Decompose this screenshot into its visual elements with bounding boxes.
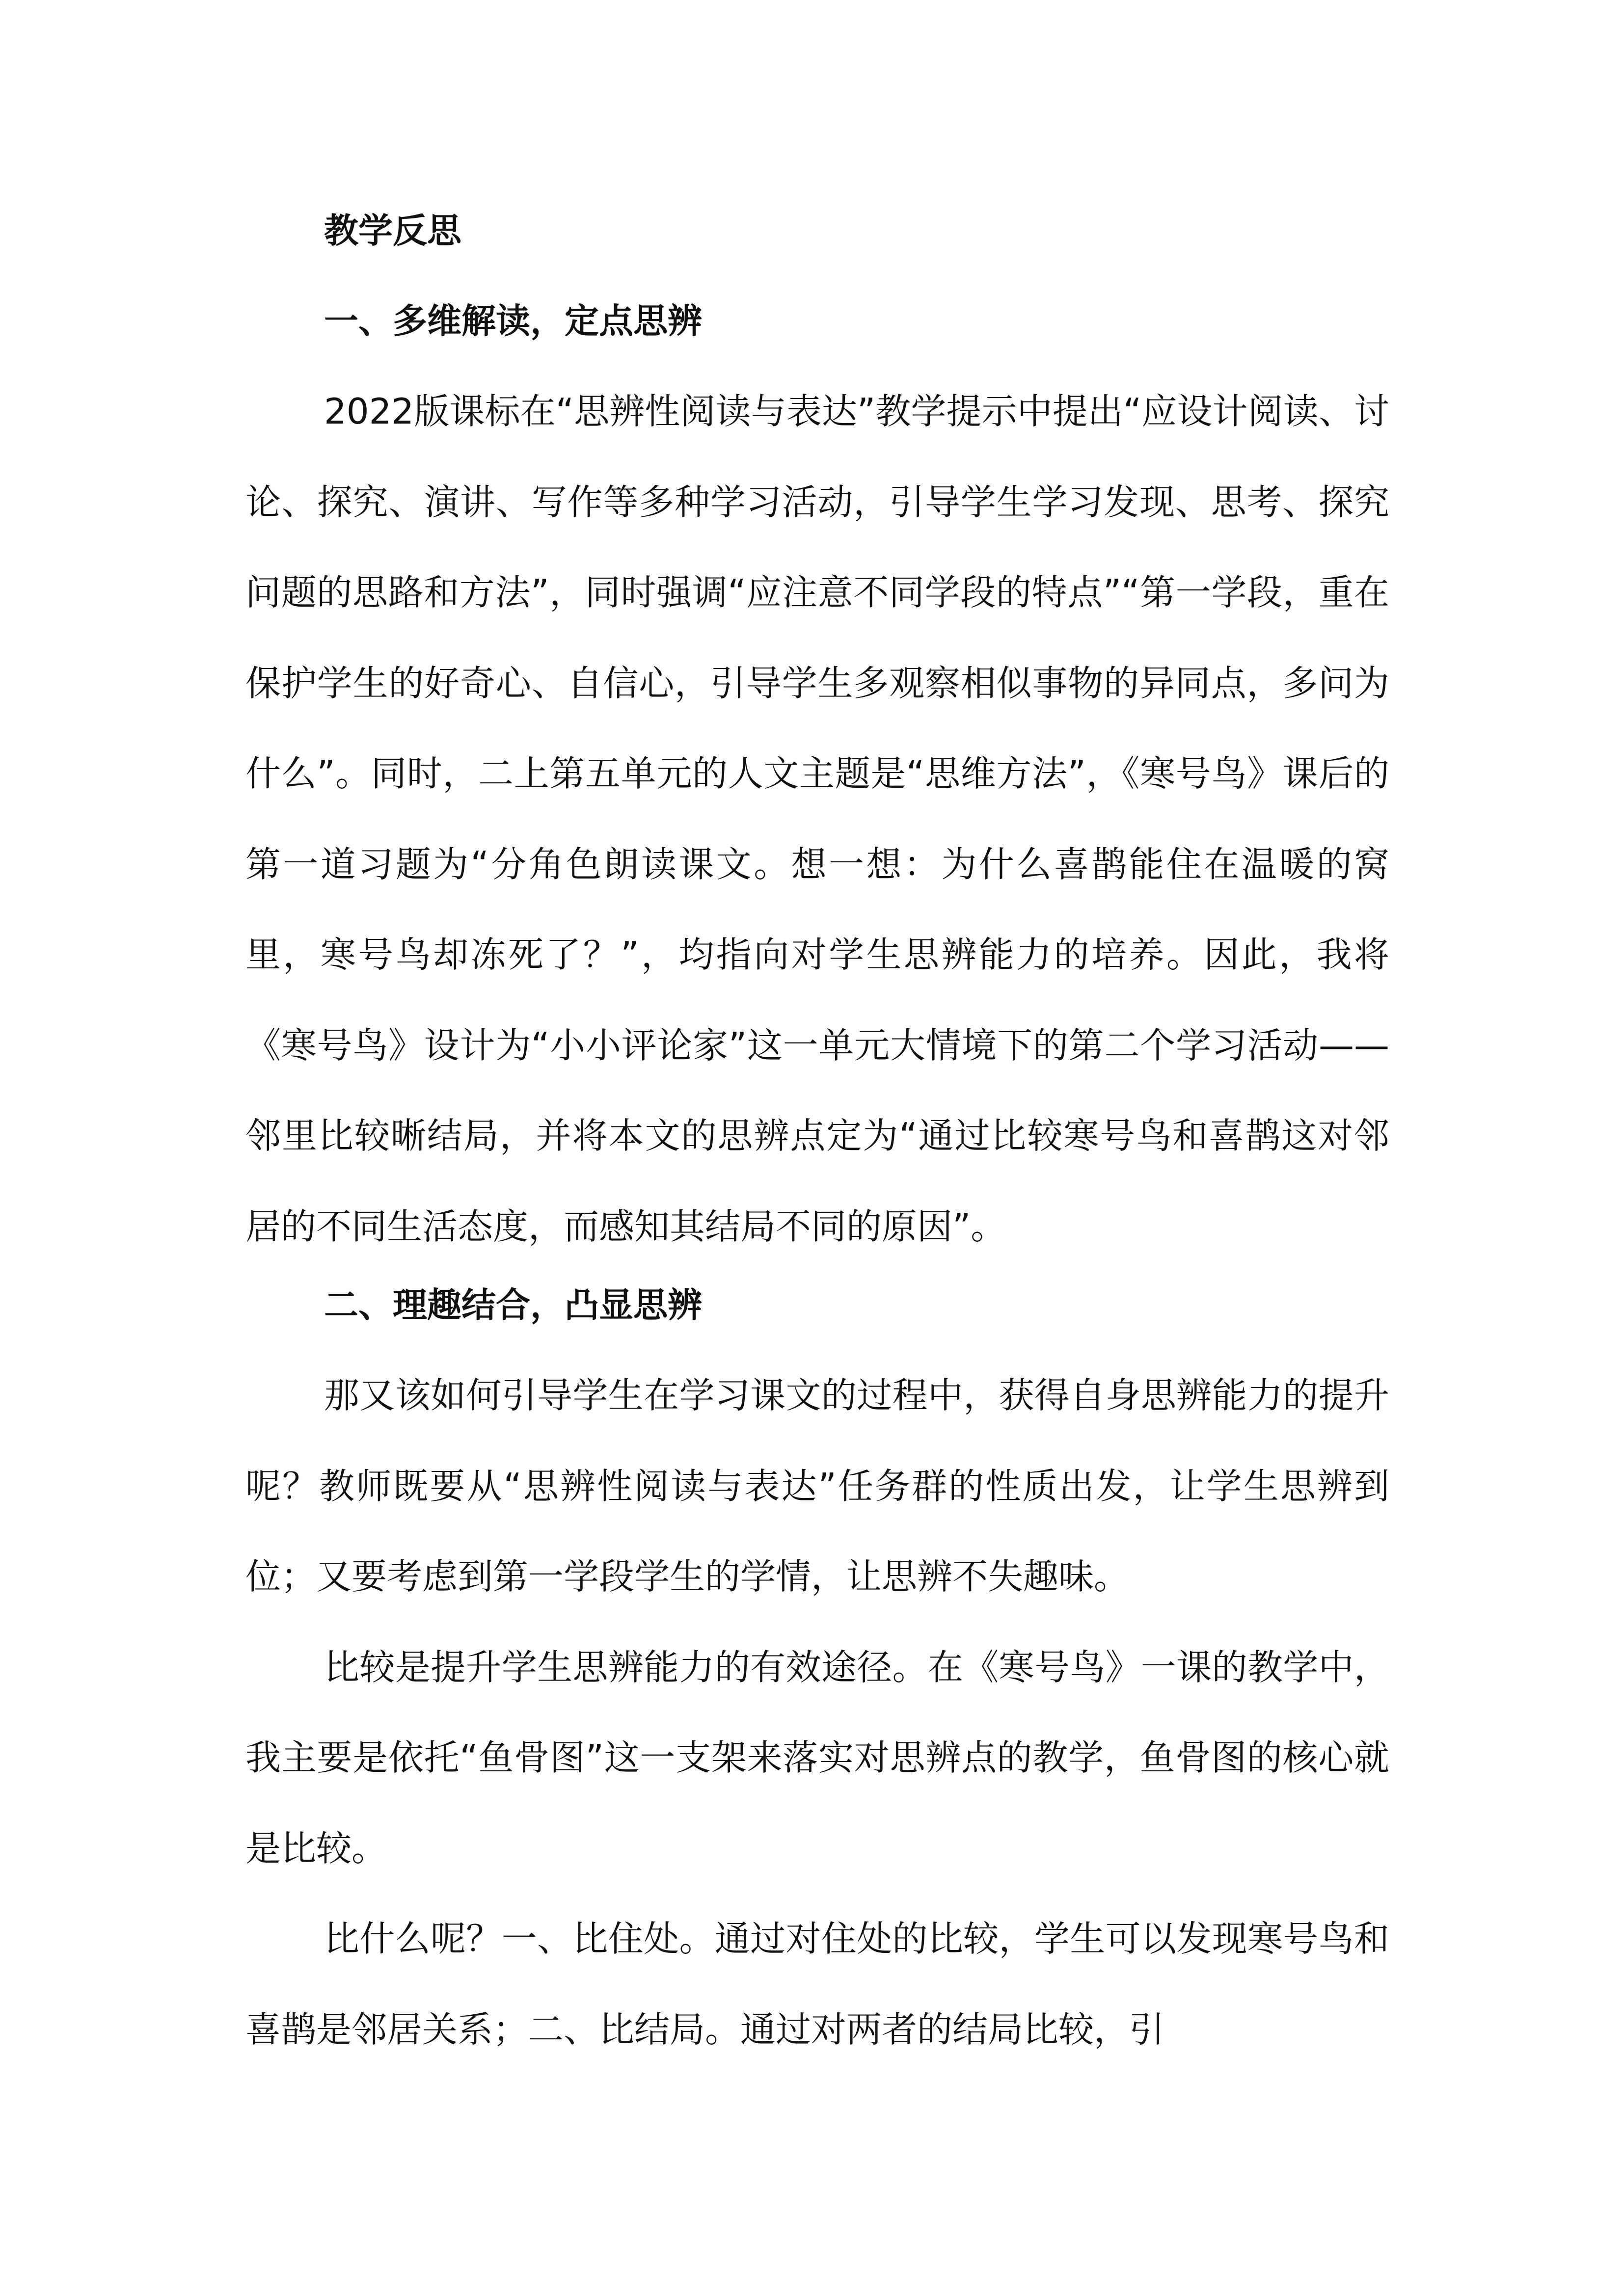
- section-2-paragraph-2: 比较是提升学生思辨能力的有效途径。在《寒号鸟》一课的教学中，我主要是依托“鱼骨图”这一支架来落实对思辨点的教学，鱼骨图的核心就是比较。: [245, 1646, 1389, 1869]
- section-2-heading: 二、理趣结合，凸显思辨: [324, 1285, 702, 1325]
- document-title: 教学反思: [324, 211, 461, 251]
- section-2-paragraph-1: 那又该如何引导学生在学习课文的过程中，获得自身思辨能力的提升呢？教师既要从“思辨性阅读与表达”任务群的性质出发，让学生思辨到位；又要考虑到第一学段学生的学情，让思辨不失趣味。: [245, 1375, 1389, 1597]
- section-2-paragraph-3: 比什么呢？一、比住处。通过对住处的比较，学生可以发现寒号鸟和喜鹊是邻居关系；二、比结局。通过对两者的结局比较，引: [245, 1918, 1389, 2050]
- section-1-heading: 一、多维解读，定点思辨: [324, 301, 702, 341]
- document-page: [245, 206, 1389, 2075]
- section-1-paragraph: 2022版课标在“思辨性阅读与表达”教学提示中提出“应设计阅读、讨论、探究、演讲、写作等多种学习活动，引导学生学习发现、思考、探究问题的思路和方法”，同时强调“应注意不同学段的特点”“第一学段，重在保护学生的好奇心、自信心，引导学生多观察相似事物的异同点，多问为什么”。同时，二上第五单元的人文主题是“思维方法”，《寒号鸟》课后的第一道习题为“分角色朗读课文。想一想：为什么喜鹊能住在温暖的窝里，寒号鸟却冻死了？”，均指向对学生思辨能力的培养。因此，我将《寒号鸟》设计为“小小评论家”这一单元大情境下的第二个学习活动——邻里比较晰结局，并将本文的思辨点定为“通过比较寒号鸟和喜鹊这对邻居的不同生活态度，而感知其结局不同的原因”。: [245, 391, 1389, 1247]
